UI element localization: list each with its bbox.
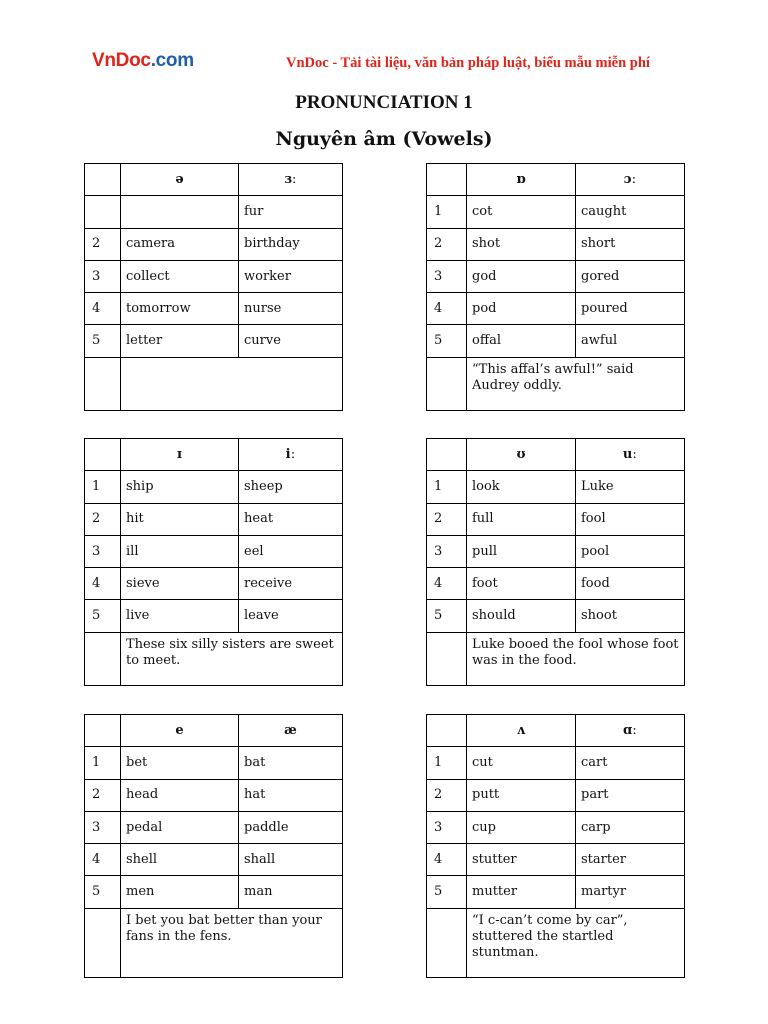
table-row: 4 pod poured xyxy=(427,293,685,325)
logo-text: VnDoc xyxy=(92,50,151,71)
table-row: 3 cup carp xyxy=(427,811,685,843)
vowel-table-short-i xyxy=(84,438,343,686)
header-cell: ə xyxy=(121,164,239,196)
table-row: 1 cut cart xyxy=(427,747,685,779)
header-cell: ʊ xyxy=(467,439,576,471)
table-row: 2 putt part xyxy=(427,779,685,811)
table-row: 5 letter curve xyxy=(85,325,343,357)
table-row: 4 tomorrow nurse xyxy=(85,293,343,325)
vowel-table-short-u xyxy=(426,438,685,686)
header-cell xyxy=(427,715,467,747)
table-row: 3 collect worker xyxy=(85,260,343,292)
vndoc-logo[interactable] xyxy=(92,50,194,72)
header-cell: æ xyxy=(239,715,343,747)
table-row: 2 camera birthday xyxy=(85,228,343,260)
table-row: 2 full fool xyxy=(427,503,685,535)
table-row: 3 pull pool xyxy=(427,535,685,567)
vowel-table-schwa xyxy=(84,163,343,411)
table-row: 2 shot short xyxy=(427,228,685,260)
example-sentence xyxy=(121,357,343,410)
table-row: fur xyxy=(85,196,343,228)
table-row: 5 men man xyxy=(85,876,343,908)
header-cell: ɑː xyxy=(576,715,685,747)
example-sentence-row xyxy=(85,357,343,410)
vowel-table-e xyxy=(84,714,343,978)
vowel-table-short-o xyxy=(426,163,685,411)
header-cell xyxy=(85,715,121,747)
header-cell: ʌ xyxy=(467,715,576,747)
page-title: PRONUNCIATION 1 xyxy=(295,92,473,113)
header-cell xyxy=(427,164,467,196)
example-sentence: Luke booed the fool whose foot was in the food. xyxy=(467,632,685,685)
page-subtitle: Nguyên âm (Vowels) xyxy=(275,128,493,150)
header-cell: ɒ xyxy=(467,164,576,196)
table-row: 4 foot food xyxy=(427,568,685,600)
table-row: 4 sieve receive xyxy=(85,568,343,600)
example-sentence: I bet you bat better than your fans in the fens. xyxy=(121,908,343,977)
table-row: 3 pedal paddle xyxy=(85,811,343,843)
header-cell xyxy=(85,439,121,471)
table-row: 4 shell shall xyxy=(85,844,343,876)
header-cell: ɪ xyxy=(121,439,239,471)
table-row: 5 mutter martyr xyxy=(427,876,685,908)
table-row: 5 offal awful xyxy=(427,325,685,357)
example-sentence: “This affal’s awful!” said Audrey oddly. xyxy=(467,357,685,410)
table-row: 1 ship sheep xyxy=(85,471,343,503)
example-sentence: These six silly sisters are sweet to meet. xyxy=(121,632,343,685)
table-row: 3 god gored xyxy=(427,260,685,292)
table-row: 5 should shoot xyxy=(427,600,685,632)
example-sentence: “I c-can’t come by car”, stuttered the startled stuntman. xyxy=(467,908,685,977)
example-sentence-row xyxy=(85,908,343,977)
site-tagline: VnDoc - Tải tài liệu, văn bản pháp luật, biểu mẫu miễn phí xyxy=(286,55,650,71)
vowel-table-wedge xyxy=(426,714,685,978)
example-sentence-row xyxy=(427,357,685,410)
example-sentence-row xyxy=(85,632,343,685)
table-row: 1 bet bat xyxy=(85,747,343,779)
table-row: 5 live leave xyxy=(85,600,343,632)
header-cell: ɔː xyxy=(576,164,685,196)
table-row: 2 hit heat xyxy=(85,503,343,535)
table-row: 2 head hat xyxy=(85,779,343,811)
header-cell xyxy=(85,164,121,196)
logo-domain: .com xyxy=(150,50,194,71)
table-row: 1 cot caught xyxy=(427,196,685,228)
table-row: 4 stutter starter xyxy=(427,844,685,876)
table-row: 3 ill eel xyxy=(85,535,343,567)
header-cell: uː xyxy=(576,439,685,471)
header-cell: e xyxy=(121,715,239,747)
header-cell xyxy=(427,439,467,471)
table-row: 1 look Luke xyxy=(427,471,685,503)
example-sentence-row xyxy=(427,632,685,685)
example-sentence-row xyxy=(427,908,685,977)
header-cell: iː xyxy=(239,439,343,471)
header-cell: ɜː xyxy=(239,164,343,196)
